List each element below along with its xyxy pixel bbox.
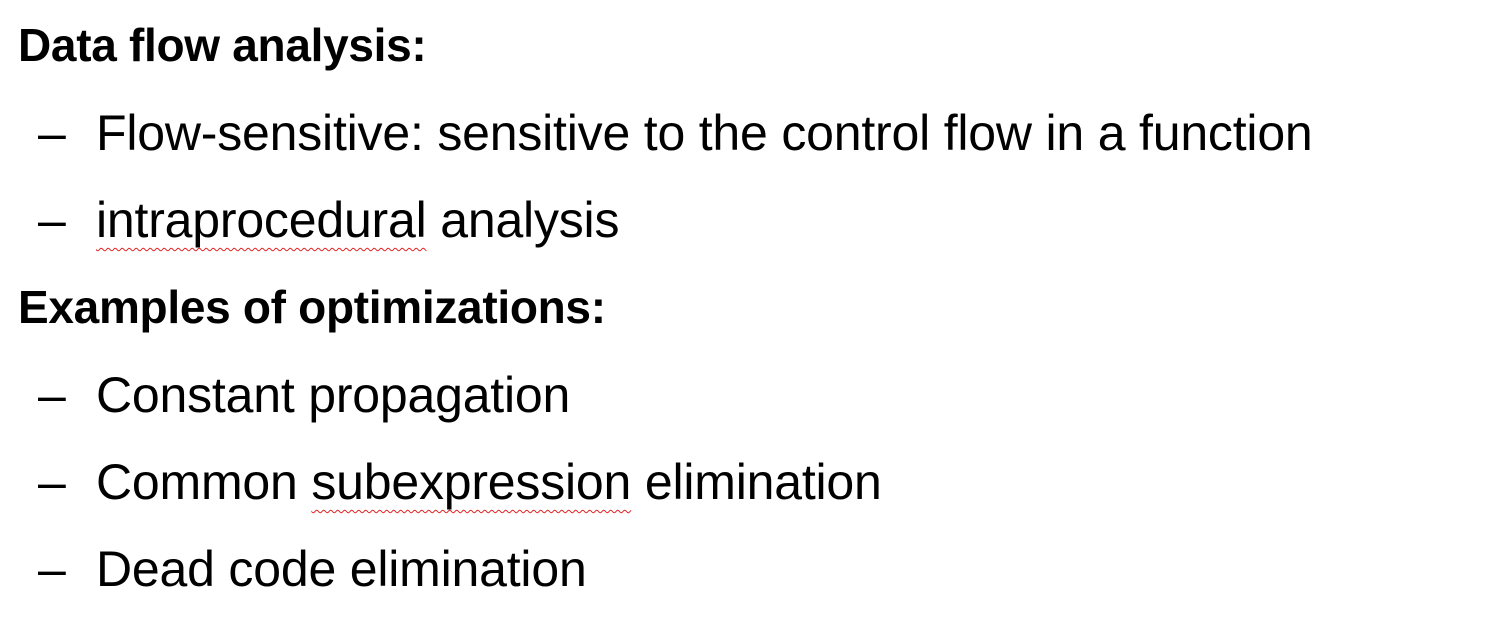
section-heading-text: Data flow analysis: (18, 19, 427, 71)
section-heading-text: Examples of optimizations: (18, 281, 606, 333)
dash-bullet: – (38, 105, 66, 161)
section-heading (18, 281, 606, 333)
bullet-text: Constant propagation (96, 367, 571, 423)
section-heading (18, 19, 427, 71)
dash-bullet: – (38, 192, 66, 248)
dash-bullet: – (38, 454, 66, 510)
bullet-item (38, 192, 620, 248)
bullet-item (38, 541, 587, 597)
spellcheck-flagged-word[interactable]: intraprocedural (96, 192, 427, 248)
bullet-text-before: Common (96, 454, 312, 510)
bullet-text: analysis (426, 192, 620, 248)
bullet-text: Dead code elimination (96, 541, 587, 597)
bullet-text: Flow-sensitive: sensitive to the control flow in a function (96, 105, 1313, 161)
bullet-item (38, 105, 1313, 161)
dash-bullet: – (38, 367, 66, 423)
spellcheck-flagged-word[interactable]: subexpression (311, 454, 632, 510)
bullet-item (38, 454, 882, 510)
bullet-text: elimination (631, 454, 882, 510)
dash-bullet: – (38, 541, 66, 597)
bullet-item (38, 367, 571, 423)
